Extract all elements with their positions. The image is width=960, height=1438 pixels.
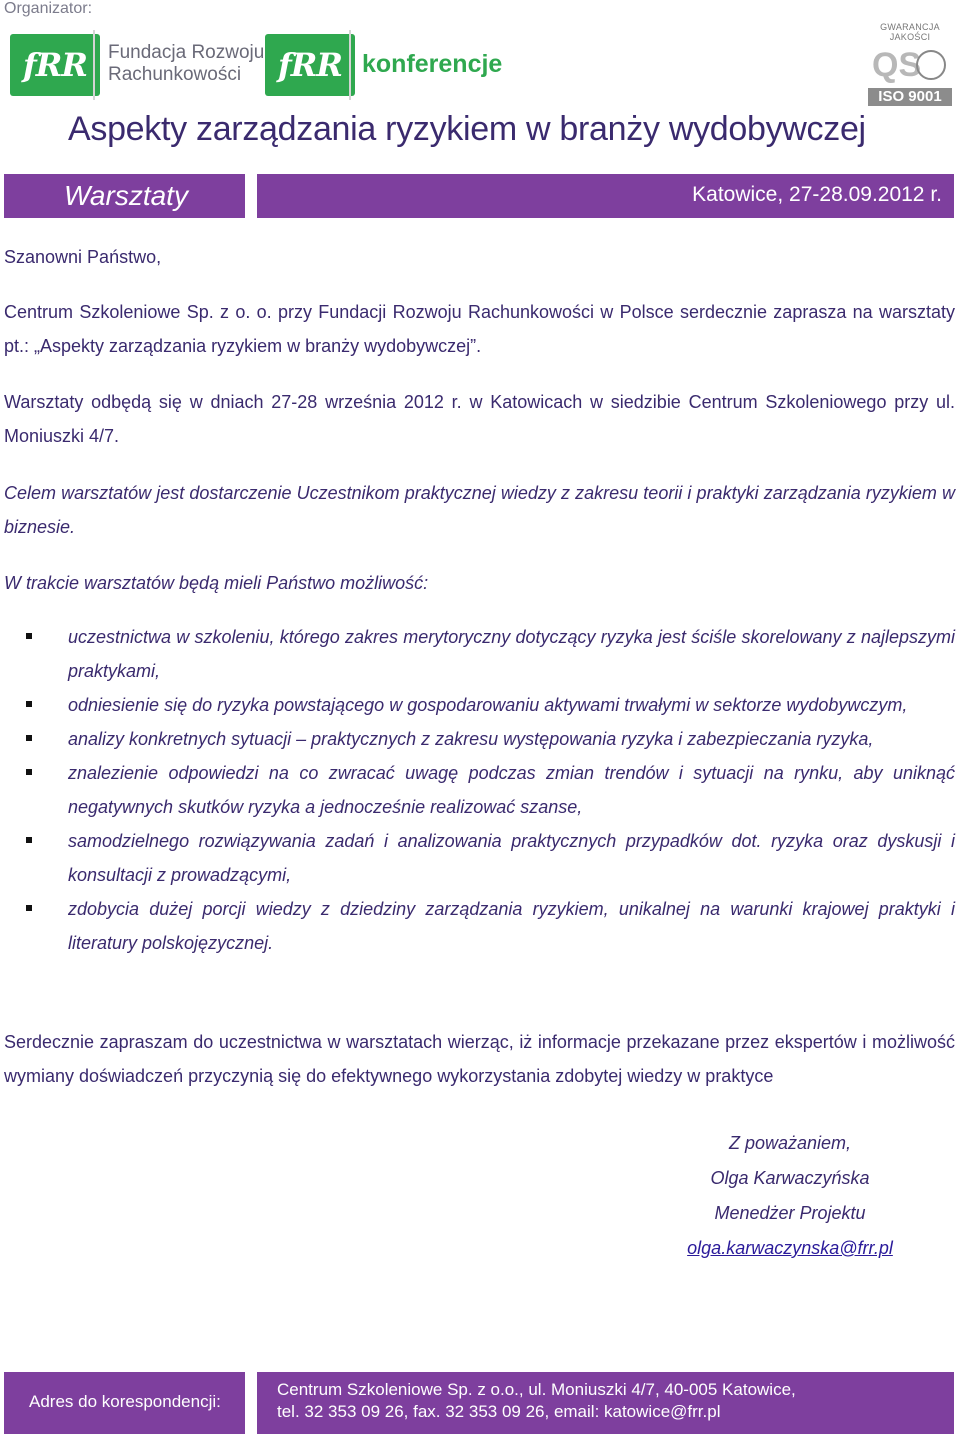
bullet-square-icon: [26, 633, 32, 639]
list-item: uczestnictwa w szkoleniu, którego zakres merytoryczny dotyczący ryzyka jest ściśle skorelowany z najlepszymi praktykami,: [4, 620, 955, 688]
closing-paragraph: Serdecznie zapraszam do uczestnictwa w warsztatach wierząc, iż informacje przekazane przez ekspertów i możliwość wymiany doświadczeń przyczynią się do efektywnego wykorzystania zdobytej wiedzy w praktyce: [4, 1032, 955, 1086]
konferencje-label: konferencje: [362, 50, 503, 78]
signature-email-wrap: [560, 1238, 960, 1259]
band-date: Katowice, 27-28.09.2012 r.: [692, 183, 942, 206]
foundation-name: [108, 42, 264, 86]
band-warsztaty: Warsztaty: [64, 180, 188, 211]
list-item: znalezienie odpowiedzi na co zwracać uwagę podczas zmian trendów i sytuacji na rynku, aby uniknąć negatywnych skutków ryzyka a jednocześnie realizować szanse,: [4, 756, 955, 824]
frr-konferencje-logo: [265, 34, 355, 96]
certificate-seal-icon: [916, 50, 946, 80]
foundation-name-line1: Fundacja Rozwoju: [108, 42, 265, 63]
list-item: samodzielnego rozwiązywania zadań i analizowania praktycznych przypadków dot. ryzyka oraz dyskusji i konsultacji z prowadzącymi,: [4, 824, 955, 892]
footer-address: [277, 1379, 796, 1423]
list-item: odniesienie się do ryzyka powstającego w gospodarowaniu aktywami trwałymi w sektorze wydobywczym,: [4, 688, 955, 722]
bullet-square-icon: [26, 769, 32, 775]
quality-title: GWARANCJA JAKOŚCI: [880, 22, 940, 42]
footer-label: Adres do korespondencji:: [29, 1392, 221, 1411]
frr-konferencje-logo-mark: fRR: [278, 46, 342, 84]
footer-address-line2: tel. 32 353 09 26, fax. 32 353 09 26, email: katowice@frr.pl: [277, 1402, 721, 1421]
bullet-square-icon: [26, 735, 32, 741]
quality-badge: [868, 22, 952, 105]
benefits-list: [4, 620, 955, 960]
bullet-square-icon: [26, 905, 32, 911]
organizer-label: Organizator:: [4, 0, 93, 17]
frr-logo-mark: fRR: [23, 46, 87, 84]
qs-letters: QS: [872, 46, 922, 84]
foundation-name-line2: Rachunkowości: [108, 64, 242, 85]
intro-paragraph: Centrum Szkoleniowe Sp. z o. o. przy Fundacji Rozwoju Rachunkowości w Polsce serdecznie zaprasza na warsztaty pt.: „Aspekty zarządzania ryzykiem w branży wydobywczej”.: [4, 302, 955, 356]
bullet-square-icon: [26, 701, 32, 707]
list-item: zdobycia dużej porcji wiedzy z dziedziny zarządzania ryzykiem, unikalnej na warunki krajowej praktyki i literatury polskojęzycznej.: [4, 892, 955, 960]
list-item: analizy konkretnych sytuacji – praktycznych z zakresu występowania ryzyka i zabezpieczania ryzyka,: [4, 722, 955, 756]
footer-address-line1: Centrum Szkoleniowe Sp. z o.o., ul. Moniuszki 4/7, 40-005 Katowice,: [277, 1380, 796, 1399]
logo-divider-2: [349, 30, 351, 100]
iso-label: ISO 9001: [868, 88, 952, 106]
bullet-square-icon: [26, 837, 32, 843]
signature-email-link[interactable]: olga.karwaczynska@frr.pl: [687, 1238, 893, 1258]
frr-logo: [10, 34, 100, 96]
signature-role: Menedżer Projektu: [714, 1203, 866, 1223]
signature-regards: Z poważaniem,: [728, 1133, 852, 1153]
goal-paragraph: Celem warsztatów jest dostarczenie Uczestnikom praktycznej wiedzy z zakresu teorii i praktyki zarządzania ryzykiem w biznesie.: [4, 483, 955, 537]
dates-paragraph: Warsztaty odbędą się w dniach 27-28 września 2012 r. w Katowicach w siedzibie Centrum Szkoleniowego przy ul. Moniuszki 4/7.: [4, 392, 955, 446]
signature-name: Olga Karwaczyńska: [710, 1168, 870, 1188]
document-title: Aspekty zarządzania ryzykiem w branży wydobywczej: [68, 110, 866, 148]
logo-divider: [93, 30, 95, 100]
greeting: Szanowni Państwo,: [4, 247, 162, 267]
lead-paragraph: W trakcie warsztatów będą mieli Państwo możliwość:: [4, 573, 429, 593]
